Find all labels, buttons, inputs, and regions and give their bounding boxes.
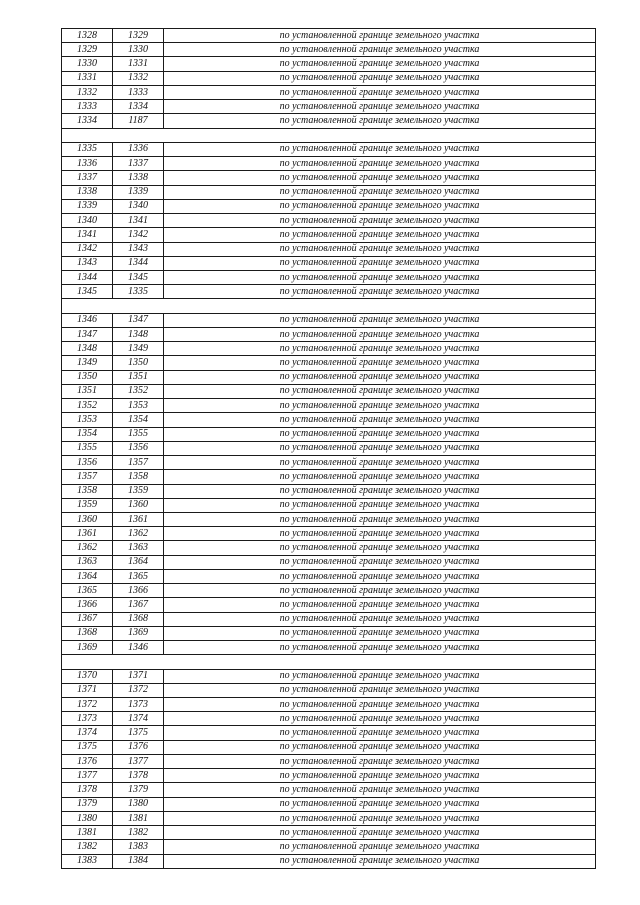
point-from-cell: 1351 xyxy=(62,384,113,398)
point-from-cell: 1378 xyxy=(62,783,113,797)
boundary-description-cell: по установленной границе земельного участка xyxy=(164,228,596,242)
point-from-cell: 1380 xyxy=(62,811,113,825)
point-to-cell: 1367 xyxy=(113,598,164,612)
boundary-description-cell: по установленной границе земельного участка xyxy=(164,612,596,626)
point-to-cell: 1352 xyxy=(113,384,164,398)
separator-cell xyxy=(62,299,596,313)
point-to-cell: 1365 xyxy=(113,569,164,583)
point-to-cell: 1344 xyxy=(113,256,164,270)
point-to-cell: 1349 xyxy=(113,342,164,356)
boundary-description-cell: по установленной границе земельного участка xyxy=(164,555,596,569)
table-row xyxy=(62,342,596,356)
boundary-description-cell: по установленной границе земельного участка xyxy=(164,270,596,284)
point-from-cell: 1367 xyxy=(62,612,113,626)
boundary-description-cell: по установленной границе земельного участка xyxy=(164,712,596,726)
point-from-cell: 1371 xyxy=(62,683,113,697)
point-to-cell: 1382 xyxy=(113,826,164,840)
point-to-cell: 1347 xyxy=(113,313,164,327)
table-row xyxy=(62,754,596,768)
group-separator xyxy=(62,655,596,669)
boundary-description-cell: по установленной границе земельного участка xyxy=(164,214,596,228)
point-from-cell: 1353 xyxy=(62,413,113,427)
table-row xyxy=(62,626,596,640)
boundary-description-cell: по установленной границе земельного участка xyxy=(164,242,596,256)
point-from-cell: 1333 xyxy=(62,100,113,114)
point-to-cell: 1371 xyxy=(113,669,164,683)
boundary-description-cell: по установленной границе земельного участка xyxy=(164,441,596,455)
table-row xyxy=(62,441,596,455)
point-to-cell: 1381 xyxy=(113,811,164,825)
point-to-cell: 1348 xyxy=(113,327,164,341)
point-to-cell: 1355 xyxy=(113,427,164,441)
point-to-cell: 1364 xyxy=(113,555,164,569)
point-from-cell: 1348 xyxy=(62,342,113,356)
point-from-cell: 1373 xyxy=(62,712,113,726)
point-from-cell: 1362 xyxy=(62,541,113,555)
point-to-cell: 1380 xyxy=(113,797,164,811)
boundary-description-cell: по установленной границе земельного участка xyxy=(164,256,596,270)
point-from-cell: 1347 xyxy=(62,327,113,341)
boundary-description-cell: по установленной границе земельного участка xyxy=(164,541,596,555)
boundary-description-cell: по установленной границе земельного участка xyxy=(164,641,596,655)
boundary-description-cell: по установленной границе земельного участка xyxy=(164,342,596,356)
table-row xyxy=(62,712,596,726)
point-from-cell: 1377 xyxy=(62,769,113,783)
boundary-description-cell: по установленной границе земельного участка xyxy=(164,370,596,384)
boundary-description-cell: по установленной границе земельного участка xyxy=(164,811,596,825)
boundary-description-cell: по установленной границе земельного участка xyxy=(164,584,596,598)
table-row xyxy=(62,470,596,484)
boundary-description-cell: по установленной границе земельного участка xyxy=(164,769,596,783)
boundary-description-cell: по установленной границе земельного участка xyxy=(164,669,596,683)
point-from-cell: 1332 xyxy=(62,85,113,99)
table-body xyxy=(62,29,596,869)
table-row xyxy=(62,527,596,541)
point-from-cell: 1359 xyxy=(62,498,113,512)
point-from-cell: 1336 xyxy=(62,157,113,171)
point-from-cell: 1379 xyxy=(62,797,113,811)
table-row xyxy=(62,811,596,825)
point-to-cell: 1369 xyxy=(113,626,164,640)
point-from-cell: 1346 xyxy=(62,313,113,327)
boundary-description-cell: по установленной границе земельного участка xyxy=(164,71,596,85)
point-from-cell: 1360 xyxy=(62,512,113,526)
boundary-description-cell: по установленной границе земельного участка xyxy=(164,185,596,199)
boundary-description-cell: по установленной границе земельного участка xyxy=(164,384,596,398)
point-to-cell: 1335 xyxy=(113,285,164,299)
boundary-description-cell: по установленной границе земельного участка xyxy=(164,399,596,413)
point-to-cell: 1358 xyxy=(113,470,164,484)
point-from-cell: 1344 xyxy=(62,270,113,284)
table-row xyxy=(62,171,596,185)
table-row xyxy=(62,512,596,526)
point-from-cell: 1350 xyxy=(62,370,113,384)
table-row xyxy=(62,484,596,498)
point-from-cell: 1329 xyxy=(62,43,113,57)
table-row xyxy=(62,285,596,299)
boundary-description-cell: по установленной границе земельного участка xyxy=(164,840,596,854)
table-row xyxy=(62,270,596,284)
point-to-cell: 1362 xyxy=(113,527,164,541)
boundary-description-cell: по установленной границе земельного участка xyxy=(164,569,596,583)
point-from-cell: 1337 xyxy=(62,171,113,185)
point-to-cell: 1334 xyxy=(113,100,164,114)
boundary-description-cell: по установленной границе земельного участка xyxy=(164,171,596,185)
point-from-cell: 1364 xyxy=(62,569,113,583)
boundary-description-cell: по установленной границе земельного участка xyxy=(164,142,596,156)
table-row xyxy=(62,612,596,626)
table-row xyxy=(62,356,596,370)
boundary-description-cell: по установленной границе земельного участка xyxy=(164,598,596,612)
table-row xyxy=(62,57,596,71)
point-to-cell: 1339 xyxy=(113,185,164,199)
table-row xyxy=(62,228,596,242)
table-row xyxy=(62,142,596,156)
boundary-description-cell: по установленной границе земельного участка xyxy=(164,157,596,171)
group-separator xyxy=(62,128,596,142)
table-row xyxy=(62,71,596,85)
point-from-cell: 1382 xyxy=(62,840,113,854)
table-row xyxy=(62,43,596,57)
point-to-cell: 1345 xyxy=(113,270,164,284)
point-from-cell: 1334 xyxy=(62,114,113,128)
table-row xyxy=(62,555,596,569)
table-row xyxy=(62,740,596,754)
boundary-description-cell: по установленной границе земельного участка xyxy=(164,313,596,327)
boundary-description-cell: по установленной границе земельного участка xyxy=(164,754,596,768)
point-from-cell: 1352 xyxy=(62,399,113,413)
point-to-cell: 1341 xyxy=(113,214,164,228)
boundary-description-cell: по установленной границе земельного участка xyxy=(164,413,596,427)
point-to-cell: 1338 xyxy=(113,171,164,185)
table-row xyxy=(62,214,596,228)
separator-cell xyxy=(62,655,596,669)
table-row xyxy=(62,256,596,270)
point-from-cell: 1383 xyxy=(62,854,113,868)
boundary-description-cell: по установленной границе земельного участка xyxy=(164,470,596,484)
boundary-description-cell: по установленной границе земельного участка xyxy=(164,797,596,811)
point-from-cell: 1340 xyxy=(62,214,113,228)
point-to-cell: 1331 xyxy=(113,57,164,71)
boundary-description-cell: по установленной границе земельного участка xyxy=(164,85,596,99)
point-to-cell: 1337 xyxy=(113,157,164,171)
table-row xyxy=(62,100,596,114)
boundary-description-cell: по установленной границе земельного участка xyxy=(164,626,596,640)
table-row xyxy=(62,783,596,797)
point-to-cell: 1379 xyxy=(113,783,164,797)
point-from-cell: 1368 xyxy=(62,626,113,640)
point-from-cell: 1330 xyxy=(62,57,113,71)
point-to-cell: 1332 xyxy=(113,71,164,85)
boundary-description-cell: по установленной границе земельного участка xyxy=(164,57,596,71)
point-to-cell: 1342 xyxy=(113,228,164,242)
point-to-cell: 1346 xyxy=(113,641,164,655)
point-from-cell: 1349 xyxy=(62,356,113,370)
point-to-cell: 1360 xyxy=(113,498,164,512)
point-to-cell: 1357 xyxy=(113,456,164,470)
point-to-cell: 1366 xyxy=(113,584,164,598)
table-row xyxy=(62,199,596,213)
table-row xyxy=(62,157,596,171)
point-from-cell: 1376 xyxy=(62,754,113,768)
point-from-cell: 1342 xyxy=(62,242,113,256)
table-row xyxy=(62,413,596,427)
table-row xyxy=(62,569,596,583)
point-to-cell: 1376 xyxy=(113,740,164,754)
boundary-description-cell: по установленной границе земельного участка xyxy=(164,854,596,868)
point-to-cell: 1336 xyxy=(113,142,164,156)
boundary-description-cell: по установленной границе земельного участка xyxy=(164,527,596,541)
point-to-cell: 1361 xyxy=(113,512,164,526)
point-from-cell: 1366 xyxy=(62,598,113,612)
table-row xyxy=(62,29,596,43)
table-row xyxy=(62,384,596,398)
table-row xyxy=(62,641,596,655)
table-row xyxy=(62,114,596,128)
boundary-description-cell: по установленной границе земельного участка xyxy=(164,783,596,797)
point-to-cell: 1356 xyxy=(113,441,164,455)
table-row xyxy=(62,541,596,555)
point-from-cell: 1358 xyxy=(62,484,113,498)
boundary-description-cell: по установленной границе земельного участка xyxy=(164,456,596,470)
point-to-cell: 1351 xyxy=(113,370,164,384)
table-row xyxy=(62,456,596,470)
point-to-cell: 1343 xyxy=(113,242,164,256)
table-row xyxy=(62,797,596,811)
boundary-description-cell: по установленной границе земельного участка xyxy=(164,29,596,43)
point-to-cell: 1375 xyxy=(113,726,164,740)
boundary-description-cell: по установленной границе земельного участка xyxy=(164,698,596,712)
point-to-cell: 1383 xyxy=(113,840,164,854)
point-from-cell: 1372 xyxy=(62,698,113,712)
table-row xyxy=(62,399,596,413)
table-row xyxy=(62,826,596,840)
point-from-cell: 1365 xyxy=(62,584,113,598)
point-to-cell: 1373 xyxy=(113,698,164,712)
boundary-description-cell: по установленной границе земельного участка xyxy=(164,356,596,370)
point-from-cell: 1345 xyxy=(62,285,113,299)
table-row xyxy=(62,854,596,868)
point-from-cell: 1361 xyxy=(62,527,113,541)
boundary-description-cell: по установленной границе земельного участка xyxy=(164,114,596,128)
point-from-cell: 1341 xyxy=(62,228,113,242)
point-from-cell: 1363 xyxy=(62,555,113,569)
point-to-cell: 1340 xyxy=(113,199,164,213)
table-row xyxy=(62,427,596,441)
point-from-cell: 1335 xyxy=(62,142,113,156)
boundary-description-cell: по установленной границе земельного участка xyxy=(164,327,596,341)
point-to-cell: 1330 xyxy=(113,43,164,57)
table-row xyxy=(62,185,596,199)
boundary-description-cell: по установленной границе земельного участка xyxy=(164,199,596,213)
point-to-cell: 1354 xyxy=(113,413,164,427)
point-to-cell: 1329 xyxy=(113,29,164,43)
point-to-cell: 1374 xyxy=(113,712,164,726)
point-to-cell: 1350 xyxy=(113,356,164,370)
point-from-cell: 1375 xyxy=(62,740,113,754)
boundary-description-cell: по установленной границе земельного участка xyxy=(164,43,596,57)
point-from-cell: 1343 xyxy=(62,256,113,270)
table-row xyxy=(62,698,596,712)
table-row xyxy=(62,313,596,327)
point-from-cell: 1369 xyxy=(62,641,113,655)
boundary-description-cell: по установленной границе земельного участка xyxy=(164,726,596,740)
point-from-cell: 1339 xyxy=(62,199,113,213)
point-to-cell: 1384 xyxy=(113,854,164,868)
table-row xyxy=(62,327,596,341)
point-from-cell: 1357 xyxy=(62,470,113,484)
point-from-cell: 1328 xyxy=(62,29,113,43)
point-from-cell: 1338 xyxy=(62,185,113,199)
boundary-description-cell: по установленной границе земельного участка xyxy=(164,427,596,441)
table-row xyxy=(62,683,596,697)
point-to-cell: 1372 xyxy=(113,683,164,697)
table-row xyxy=(62,840,596,854)
point-to-cell: 1377 xyxy=(113,754,164,768)
point-from-cell: 1370 xyxy=(62,669,113,683)
point-from-cell: 1331 xyxy=(62,71,113,85)
point-from-cell: 1355 xyxy=(62,441,113,455)
boundary-description-cell: по установленной границе земельного участка xyxy=(164,100,596,114)
table-row xyxy=(62,769,596,783)
table-row xyxy=(62,598,596,612)
boundary-points-table xyxy=(61,28,596,869)
point-from-cell: 1381 xyxy=(62,826,113,840)
boundary-description-cell: по установленной границе земельного участка xyxy=(164,484,596,498)
point-from-cell: 1354 xyxy=(62,427,113,441)
boundary-description-cell: по установленной границе земельного участка xyxy=(164,740,596,754)
point-to-cell: 1368 xyxy=(113,612,164,626)
table-row xyxy=(62,584,596,598)
point-to-cell: 1187 xyxy=(113,114,164,128)
point-from-cell: 1374 xyxy=(62,726,113,740)
boundary-description-cell: по установленной границе земельного участка xyxy=(164,498,596,512)
point-to-cell: 1353 xyxy=(113,399,164,413)
table-row xyxy=(62,498,596,512)
boundary-description-cell: по установленной границе земельного участка xyxy=(164,512,596,526)
separator-cell xyxy=(62,128,596,142)
boundary-description-cell: по установленной границе земельного участка xyxy=(164,683,596,697)
table-row xyxy=(62,726,596,740)
point-to-cell: 1363 xyxy=(113,541,164,555)
table-row xyxy=(62,85,596,99)
point-from-cell: 1356 xyxy=(62,456,113,470)
boundary-description-cell: по установленной границе земельного участка xyxy=(164,285,596,299)
group-separator xyxy=(62,299,596,313)
point-to-cell: 1378 xyxy=(113,769,164,783)
table-row xyxy=(62,242,596,256)
table-row xyxy=(62,370,596,384)
table-row xyxy=(62,669,596,683)
boundary-description-cell: по установленной границе земельного участка xyxy=(164,826,596,840)
point-to-cell: 1359 xyxy=(113,484,164,498)
point-to-cell: 1333 xyxy=(113,85,164,99)
